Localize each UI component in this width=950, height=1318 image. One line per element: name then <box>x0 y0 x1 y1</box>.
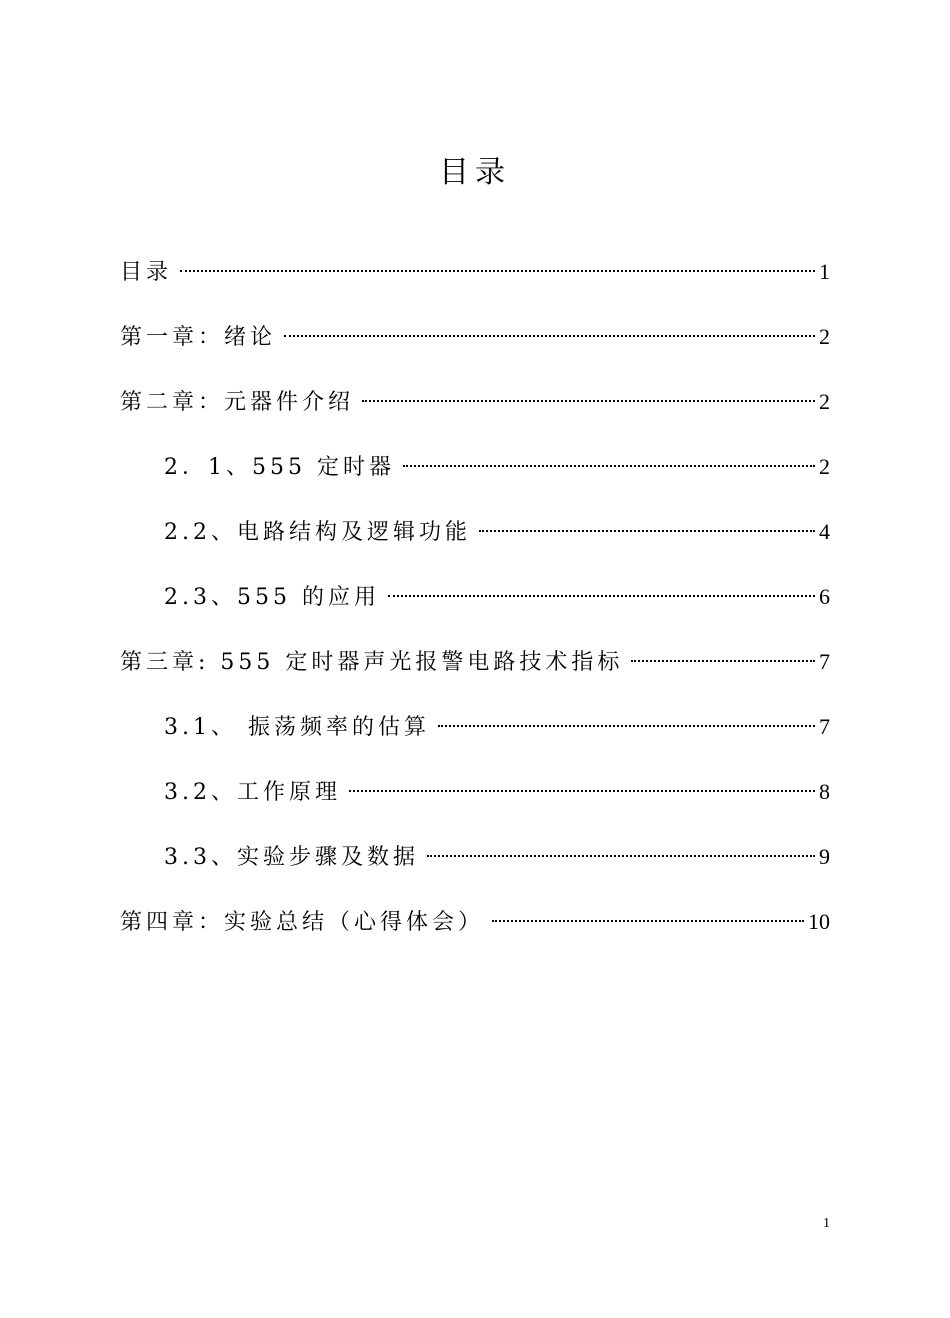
toc-entry-page: 4 <box>819 519 830 544</box>
toc-leader-dots <box>427 855 815 857</box>
toc-entry-label: 第四章：实验总结（心得体会） <box>120 910 485 935</box>
toc-entry-label: 第二章：元器件介绍 <box>120 390 355 415</box>
toc-entry-label: 目录 <box>120 260 173 285</box>
toc-entry[interactable] <box>120 445 830 510</box>
toc-entry-page: 6 <box>819 584 830 609</box>
toc-entry-label: 2.3、555 的应用 <box>164 585 380 610</box>
toc-entry-page: 9 <box>819 844 830 869</box>
toc-entry[interactable] <box>120 705 830 770</box>
toc-entry-page: 7 <box>819 714 830 739</box>
toc-leader-dots <box>362 400 815 402</box>
toc-entry[interactable] <box>120 900 830 965</box>
toc-entry-label: 2.2、电路结构及逻辑功能 <box>164 520 471 545</box>
toc-entry-label: 3.2、工作原理 <box>164 780 341 805</box>
toc-entry-page: 2 <box>819 324 830 349</box>
table-of-contents <box>120 250 830 965</box>
toc-entry-label: 3.1、 振荡频率的估算 <box>164 715 430 740</box>
toc-entry[interactable] <box>120 640 830 705</box>
page-number: 1 <box>823 1216 830 1231</box>
toc-leader-dots <box>492 920 804 922</box>
toc-leader-dots <box>479 530 815 532</box>
toc-entry-label: 第三章: 555 定时器声光报警电路技术指标 <box>120 650 624 675</box>
toc-entry[interactable] <box>120 380 830 445</box>
toc-entry-label: 第一章：绪论 <box>120 325 277 350</box>
toc-entry-page: 8 <box>819 779 830 804</box>
toc-leader-dots <box>388 595 815 597</box>
toc-entry[interactable] <box>120 510 830 575</box>
toc-entry[interactable] <box>120 835 830 900</box>
toc-entry[interactable] <box>120 250 830 315</box>
toc-leader-dots <box>349 790 815 792</box>
toc-entry[interactable] <box>120 315 830 380</box>
toc-entry-page: 1 <box>819 259 830 284</box>
toc-entry-page: 7 <box>819 649 830 674</box>
toc-entry-page: 2 <box>819 454 830 479</box>
toc-entry[interactable] <box>120 575 830 640</box>
toc-leader-dots <box>631 660 815 662</box>
toc-leader-dots <box>284 335 815 337</box>
page-title: 目录 <box>439 155 511 190</box>
toc-entry-label: 2．1、555 定时器 <box>164 455 395 480</box>
toc-leader-dots <box>403 465 815 467</box>
toc-entry[interactable] <box>120 770 830 835</box>
toc-leader-dots <box>180 270 815 272</box>
toc-entry-label: 3.3、实验步骤及数据 <box>164 845 419 870</box>
toc-entry-page: 10 <box>808 909 830 934</box>
toc-leader-dots <box>438 725 815 727</box>
toc-entry-page: 2 <box>819 389 830 414</box>
